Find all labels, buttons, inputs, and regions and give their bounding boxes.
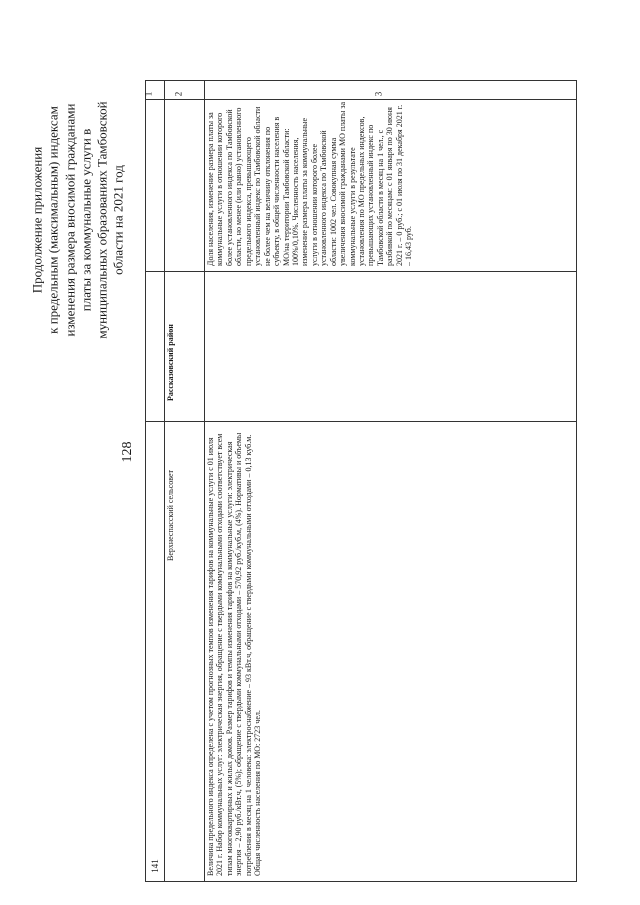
heading-line: к предельным (максимальным) индексам	[45, 106, 61, 334]
col-header-2: 2	[173, 91, 184, 97]
col-header-1: 1	[143, 91, 154, 97]
row-name: Верхнеспасский сельсовет	[166, 469, 175, 561]
data-table	[145, 80, 577, 882]
heading-line: платы за коммунальные услуги в	[78, 128, 93, 312]
row-text: Величина предельного индекса определена с учетом прогнозных темпов изменения тарифов на коммунальные услуги с 01 июля 2021 г. Набор коммунальных услуг: электрическая энергия, обращение с твердыми коммунальными отходами соответствует всем типам многоквартирных и жилых домов. Размер тарифов и темпы изменения тарифов на коммунальные услуги: электрическая энергия – 2,90 руб./кВт.ч, (5%); обращение с твердыми коммунальными отходами – 570,92 руб./куб.м, (4%). Нормативы и объемы потребления в месяц на 1 человека: электроснабжение – 93 кВт.ч, обращение с твердыми коммунальными отходами – 0,13 куб.м. Общая численность населения по МО: 2723 чел.	[206, 432, 263, 876]
heading	[29, 30, 127, 410]
heading-line: области на 2021 год	[110, 165, 126, 275]
row-divider	[146, 421, 576, 422]
heading-line: муниципальных образованиях Тамбовской	[94, 101, 110, 339]
section-title: Рассказовский район	[166, 324, 175, 401]
heading-line: изменения размера вносимой гражданами	[61, 103, 77, 337]
prev-row-text: Доля населения, изменение размера платы за коммунальные услуги в отношении которого более установленного индекса по Тамбовской области, но менее (или равно) установленного предельного индекса, превышающего установленный индекс по Тамбовской области не более чем на величину отклонения по субъекту, в общей численности населения в МО/на территории Тамбовской области: 100%/0,10%. Численность населения, изменение размера платы за коммунальные услуги в отношении которого более установленного индекса по Тамбовской области: 1002 чел. Совокупная сумма увеличения вносимой гражданами МО платы за коммунальные услуги в результате установления по МО предельных индексов, превышающих установленный индекс по Тамбовской области в месяц на 1 чел., с разбивкой по месяцам: с 01 января по 30 июня 2021 г. – 0 руб.; с 01 июля по 31 декабря 2021 г. – 16,43 руб.	[206, 101, 414, 266]
column-divider	[146, 81, 165, 881]
col-header-3: 3	[373, 91, 384, 97]
row-number: 141	[149, 859, 160, 873]
heading-line: Продолжение приложения	[29, 146, 45, 294]
row-divider	[146, 271, 576, 272]
row-divider	[146, 99, 576, 100]
page-number: 128	[120, 441, 135, 463]
